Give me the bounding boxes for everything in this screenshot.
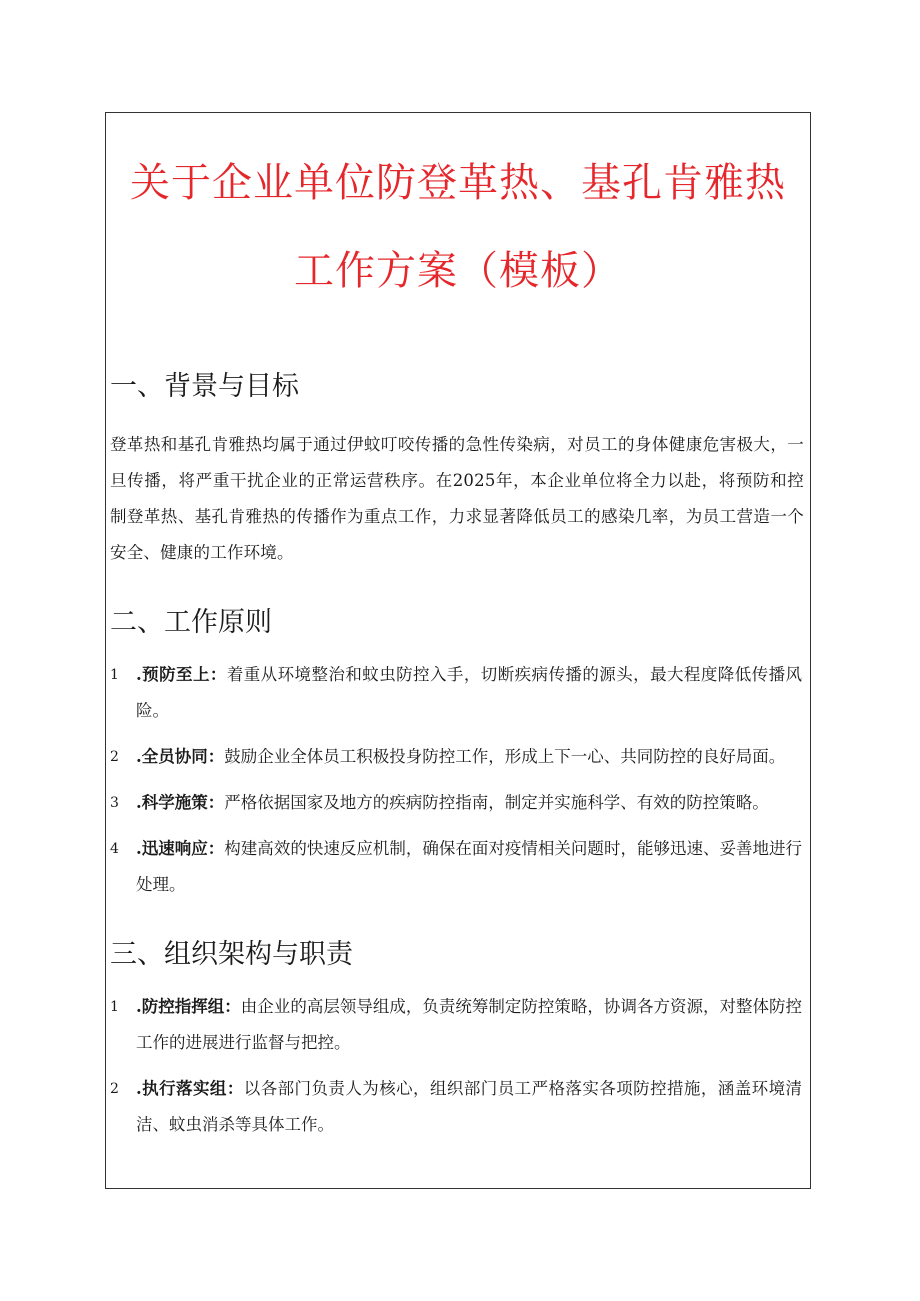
item-number: 2	[110, 749, 119, 765]
principles-list	[106, 657, 810, 903]
list-item	[106, 657, 810, 729]
item-text: 着重从环境整治和蚊虫防控入手，切断疾病传播的源头，最大程度降低传播风险。	[136, 665, 803, 720]
document-title	[106, 113, 810, 315]
list-item	[106, 739, 810, 775]
list-item	[106, 1071, 810, 1143]
item-label: .预防至上：	[136, 665, 227, 684]
item-number: 1	[110, 667, 119, 683]
organization-list	[106, 989, 810, 1143]
item-number: 4	[110, 841, 119, 857]
list-item	[106, 831, 810, 903]
document-frame	[105, 112, 811, 1189]
item-text: 以各部门负责人为核心，组织部门员工严格落实各项防控措施，涵盖环境清洁、蚊虫消杀等具体工作。	[136, 1079, 803, 1134]
item-label: .迅速响应：	[136, 839, 225, 858]
list-item	[106, 785, 810, 821]
background-paragraph: 登革热和基孔肯雅热均属于通过伊蚊叮咬传播的急性传染病，对员工的身体健康危害极大，一旦传播，将严重干扰企业的正常运营秩序。在2025年，本企业单位将全力以赴，将预防和控制登革热、基孔肯雅热的传播作为重点工作，力求显著降低员工的感染几率，为员工营造一个安全、健康的工作环境。	[110, 435, 804, 562]
title-line-1: 关于企业单位防登革热、基孔肯雅热	[130, 160, 786, 206]
item-number: 1	[110, 999, 119, 1015]
section-heading-principles: 二、工作原则	[110, 607, 272, 638]
item-label: .科学施策：	[136, 793, 225, 812]
item-label: .执行落实组：	[136, 1079, 244, 1098]
item-number: 2	[110, 1081, 119, 1097]
item-text: 构建高效的快速反应机制，确保在面对疫情相关问题时，能够迅速、妥善地进行处理。	[136, 839, 803, 894]
section-heading-organization: 三、组织架构与职责	[110, 939, 353, 970]
list-item	[106, 989, 810, 1061]
item-label: .全员协同：	[136, 747, 225, 766]
item-text: 由企业的高层领导组成，负责统筹制定防控策略，协调各方资源，对整体防控工作的进展进行监督与把控。	[136, 997, 803, 1052]
section-heading-background: 一、背景与目标	[110, 371, 299, 402]
item-text: 严格依据国家及地方的疾病防控指南，制定并实施科学、有效的防控策略。	[224, 793, 769, 812]
item-number: 3	[110, 795, 119, 811]
title-line-2: 工作方案（模板）	[294, 248, 622, 294]
item-text: 鼓励企业全体员工积极投身防控工作，形成上下一心、共同防控的良好局面。	[224, 747, 786, 766]
item-label: .防控指挥组：	[136, 997, 241, 1016]
